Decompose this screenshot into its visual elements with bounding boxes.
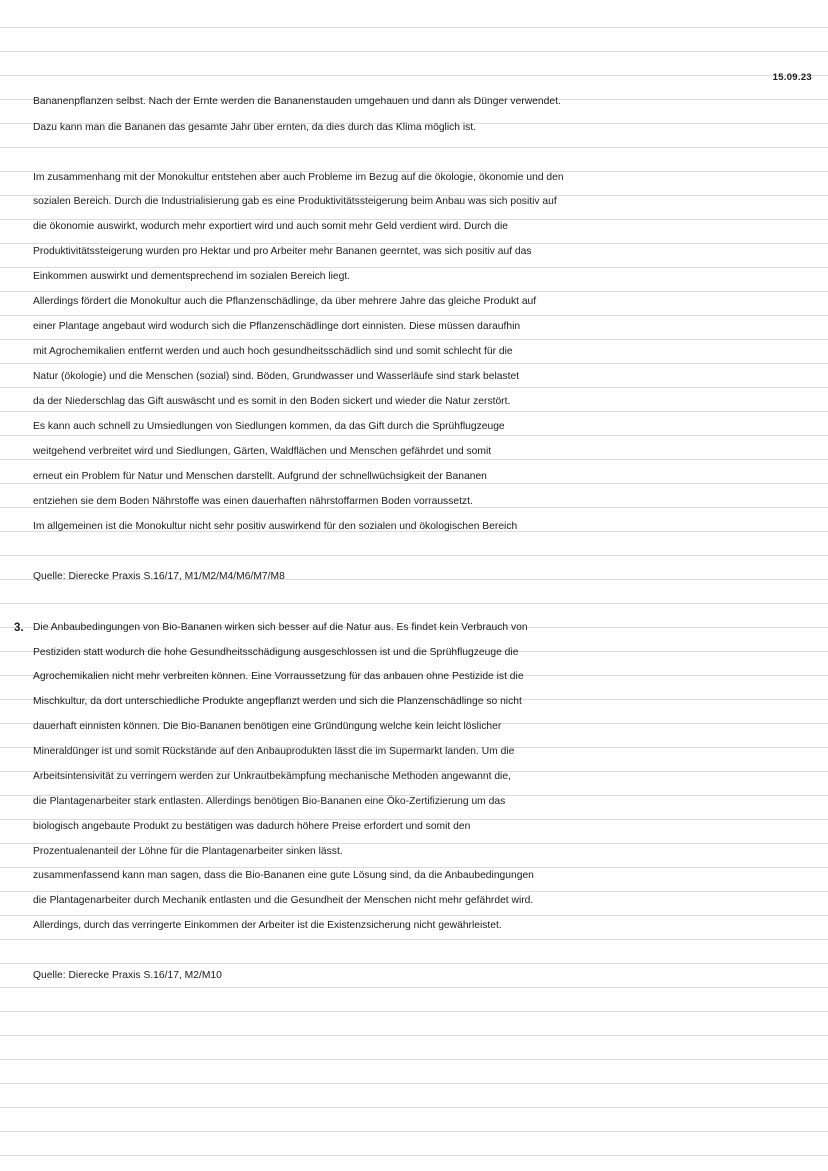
- text-line: Es kann auch schnell zu Umsiedlungen von Siedlungen kommen, da das Gift durch die Sprühflugzeuge: [33, 421, 505, 432]
- source-citation-1: Quelle: Dierecke Praxis S.16/17, M1/M2/M4/M6/M7/M8: [33, 571, 285, 582]
- text-line: Pestiziden statt wodurch die hohe Gesundheitsschädigung ausgeschlossen ist und die Sprühflugzeuge die: [33, 647, 519, 658]
- text-line: Die Anbaubedingungen von Bio-Bananen wirken sich besser auf die Natur aus. Es findet kein Verbrauch von: [33, 622, 528, 633]
- text-line: Bananenpflanzen selbst. Nach der Ernte werden die Bananenstauden umgehauen und dann als Dünger verwendet.: [33, 96, 561, 107]
- text-line: Prozentualenanteil der Löhne für die Plantagenarbeiter sinken lässt.: [33, 846, 343, 857]
- text-line: die ökonomie auswirkt, wodurch mehr exportiert wird und auch somit mehr Geld verdient wird. Durch die: [33, 221, 509, 232]
- section-number: 3.: [14, 622, 24, 634]
- text-line: Dazu kann man die Bananen das gesamte Jahr über ernten, da dies durch das Klima möglich ist.: [33, 122, 477, 133]
- text-line: Natur (ökologie) und die Menschen (sozial) sind. Böden, Grundwasser und Wasserläufe sind stark belastet: [33, 371, 520, 382]
- text-line: erneut ein Problem für Natur und Menschen darstellt. Aufgrund der schnellwüchsigkeit der Bananen: [33, 471, 487, 482]
- text-line: die Plantagenarbeiter stark entlasten. Allerdings benötigen Bio-Bananen eine Öko-Zertifizierung um das: [33, 796, 506, 807]
- text-line: Mineraldünger ist und somit Rückstände auf den Anbauprodukten lässt die im Supermarkt landen. Um die: [33, 746, 515, 757]
- text-line: da der Niederschlag das Gift auswäscht und es somit in den Boden sickert und wieder die Natur zerstört.: [33, 396, 511, 407]
- text-line: Arbeitsintensivität zu verringern werden zur Unkrautbekämpfung mechanische Methoden angewannt die,: [33, 771, 511, 782]
- text-line: sozialen Bereich. Durch die Industrialisierung gab es eine Produktivitätssteigerung beim Anbau was sich positiv auf: [33, 196, 557, 207]
- source-citation-2: Quelle: Dierecke Praxis S.16/17, M2/M10: [33, 970, 222, 981]
- text-line: Allerdings, durch das verringerte Einkommen der Arbeiter ist die Existenzsicherung nicht gewährleistet.: [33, 920, 502, 931]
- text-line: die Plantagenarbeiter durch Mechanik entlasten und die Gesundheit der Menschen nicht mehr gefährdet wird.: [33, 895, 534, 906]
- text-line: weitgehend verbreitet wird und Siedlungen, Gärten, Waldflächen und Menschen gefährdet und somit: [33, 446, 492, 457]
- text-line: dauerhaft einnisten können. Die Bio-Bananen benötigen eine Gründüngung welche kein leicht löslicher: [33, 721, 502, 732]
- text-line: Allerdings fördert die Monokultur auch die Pflanzenschädlinge, da über mehrere Jahre das gleiche Produkt auf: [33, 296, 537, 307]
- text-line: biologisch angebaute Produkt zu bestätigen was dadurch höhere Preise erfordert und somit den: [33, 821, 471, 832]
- text-line: einer Plantage angebaut wird wodurch sich die Pflanzenschädlinge dort einnisten. Diese müssen daraufhin: [33, 321, 521, 332]
- text-line: Im zusammenhang mit der Monokultur entstehen aber auch Probleme im Bezug auf die ökologie, ökonomie und den: [33, 172, 564, 183]
- text-line: Agrochemikalien nicht mehr verbreiten können. Eine Vorraussetzung für das anbauen ohne Pestizide ist die: [33, 671, 524, 682]
- text-line: entziehen sie dem Boden Nährstoffe was einen dauerhaften nährstoffarmen Boden vorraussetzt.: [33, 496, 473, 507]
- text-line: Mischkultur, da dort unterschiedliche Produkte angepflanzt werden und sich die Planzenschädlinge so nicht: [33, 696, 522, 707]
- text-line: Im allgemeinen ist die Monokultur nicht sehr positiv auswirkend für den sozialen und ökologischen Bereich: [33, 521, 518, 532]
- text-line: zusammenfassend kann man sagen, dass die Bio-Bananen eine gute Lösung sind, da die Anbaubedingungen: [33, 870, 534, 881]
- text-line: mit Agrochemikalien entfernt werden und auch hoch gesundheitsschädlich sind und somit schlecht für die: [33, 346, 513, 357]
- page-date: 15.09.23: [772, 72, 812, 83]
- text-line: Einkommen auswirkt und dementsprechend im sozialen Bereich liegt.: [33, 271, 351, 282]
- text-line: Produktivitätssteigerung wurden pro Hektar und pro Arbeiter mehr Bananen geerntet, was sich positiv auf das: [33, 246, 532, 257]
